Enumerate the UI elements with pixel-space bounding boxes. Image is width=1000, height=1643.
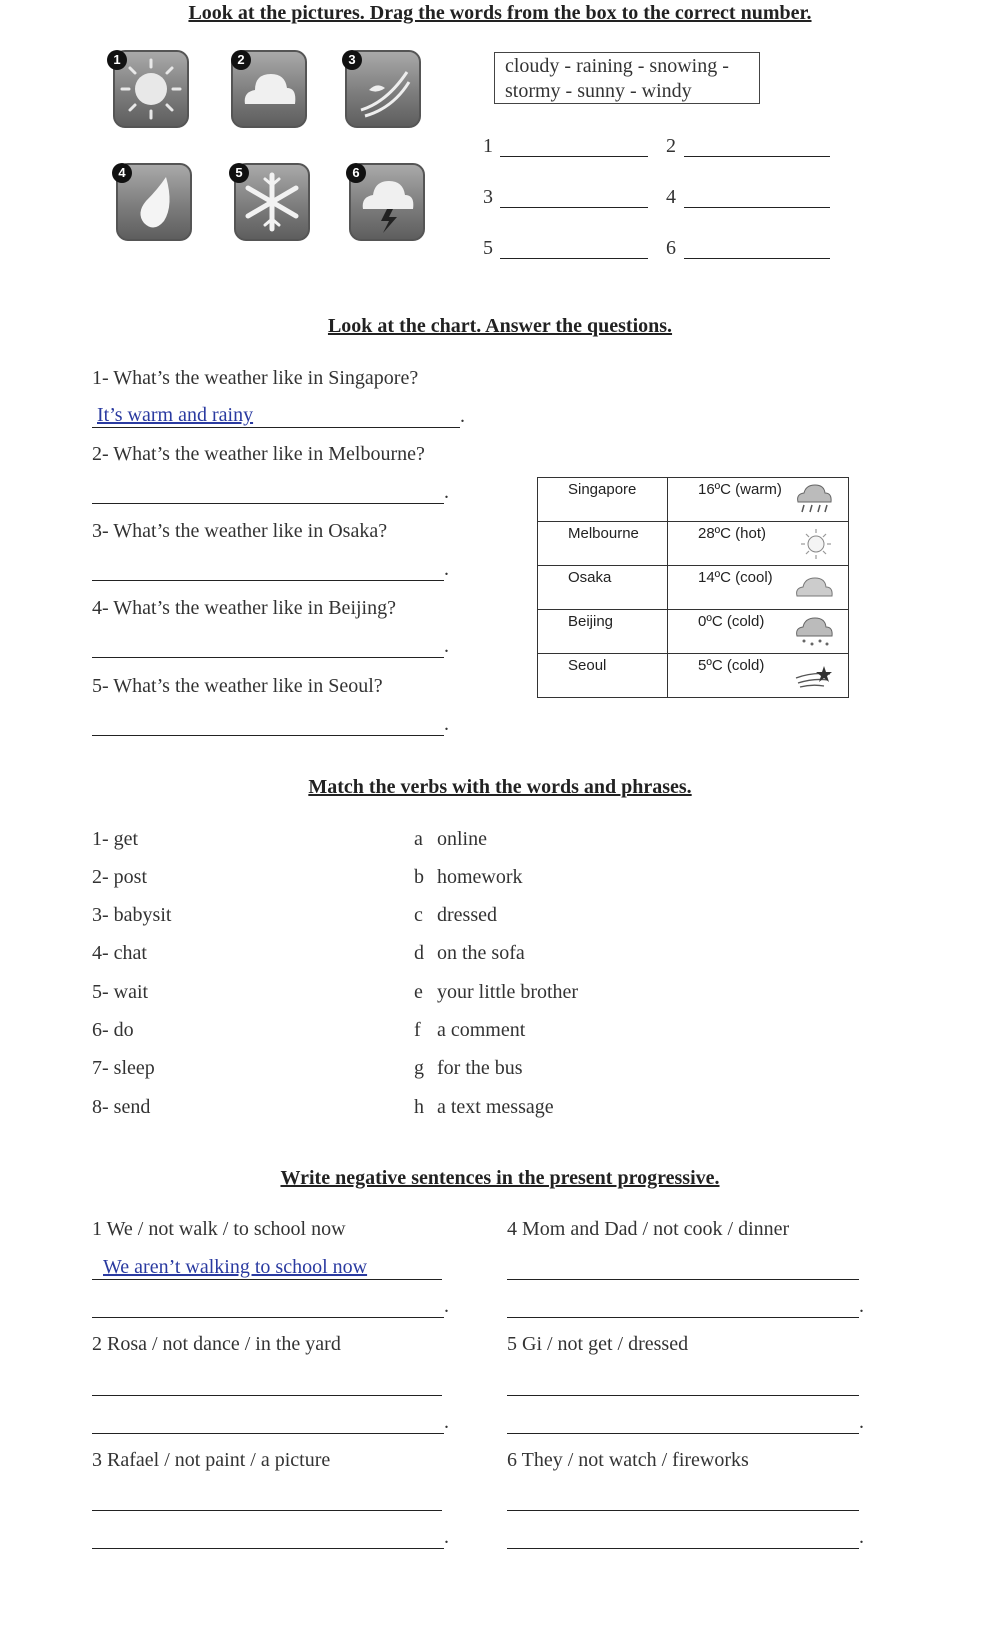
chart-temp-cell: [668, 610, 849, 654]
question-1: 1- What’s the weather like in Singapore?: [92, 367, 419, 389]
chart-temp-cell: [668, 654, 849, 698]
answer-field-p1-a[interactable]: [92, 1279, 442, 1280]
rain-cloud-icon: [794, 482, 834, 516]
verb-item: 2- post: [92, 866, 147, 888]
phrase-letter: g: [414, 1057, 424, 1079]
cloud-icon: [794, 570, 834, 604]
phrase-letter: h: [414, 1096, 424, 1118]
weather-chart: [537, 477, 849, 698]
sun-icon: [794, 526, 834, 560]
phrase-item[interactable]: dressed: [437, 904, 497, 926]
question-2: 2- What’s the weather like in Melbourne?: [92, 443, 425, 465]
chart-row: [538, 610, 849, 654]
period: .: [444, 1526, 449, 1548]
phrase-letter: f: [414, 1019, 421, 1041]
prompt-6: 6 They / not watch / fireworks: [507, 1449, 749, 1471]
answer-field-p1-b[interactable]: [92, 1317, 444, 1318]
phrase-letter: e: [414, 981, 423, 1003]
word-box-line-1: cloudy - raining - snowing -: [505, 55, 729, 77]
period: .: [444, 481, 449, 503]
answer-field-p6-a[interactable]: [507, 1510, 859, 1511]
question-3: 3- What’s the weather like in Osaka?: [92, 520, 388, 542]
icon-number-3: 3: [342, 50, 362, 70]
answer-field-p5-b[interactable]: [507, 1433, 859, 1434]
phrase-item[interactable]: a comment: [437, 1019, 526, 1041]
chart-temp: 14ºC (cool): [698, 569, 773, 586]
snow-cloud-icon: [794, 614, 834, 648]
prompt-2: 2 Rosa / not dance / in the yard: [92, 1333, 341, 1355]
question-4: 4- What’s the weather like in Beijing?: [92, 597, 396, 619]
chart-temp: 28ºC (hot): [698, 525, 767, 542]
chart-temp-cell: [668, 566, 849, 610]
period: .: [859, 1411, 864, 1433]
chart-temp: 0ºC (cold): [698, 613, 765, 630]
example-answer: [103, 1256, 367, 1279]
chart-temp-cell: [668, 522, 849, 566]
period: .: [460, 405, 465, 427]
period: .: [859, 1295, 864, 1317]
verb-item: 8- send: [92, 1096, 151, 1118]
section2-title: Look at the chart. Answer the questions.: [327, 315, 673, 337]
verb-item: 5- wait: [92, 981, 149, 1003]
answer-number-2: 2: [666, 135, 676, 157]
answer-field-p2-a[interactable]: [92, 1395, 442, 1396]
chart-row: [538, 566, 849, 610]
chart-row: [538, 654, 849, 698]
period: .: [444, 1411, 449, 1433]
answer-number-5: 5: [483, 237, 493, 259]
phrase-letter: d: [414, 942, 424, 964]
icon-number-1: 1: [107, 50, 127, 70]
period: .: [444, 635, 449, 657]
chart-city: Seoul: [538, 654, 668, 698]
prompt-4: 4 Mom and Dad / not cook / dinner: [507, 1218, 790, 1240]
icon-number-5: 5: [229, 163, 249, 183]
icon-number-4: 4: [112, 163, 132, 183]
answer-field-p4-a[interactable]: [507, 1279, 859, 1280]
answer-field-p5-a[interactable]: [507, 1395, 859, 1396]
answer-field-p2-b[interactable]: [92, 1433, 444, 1434]
answer-field-3[interactable]: [500, 207, 648, 208]
chart-row: [538, 522, 849, 566]
phrase-item[interactable]: for the bus: [437, 1057, 523, 1079]
phrase-item[interactable]: on the sofa: [437, 942, 525, 964]
example-answer: [97, 404, 253, 427]
answer-field-5[interactable]: [500, 258, 648, 259]
chart-temp-cell: [668, 478, 849, 522]
phrase-item[interactable]: a text message: [437, 1096, 554, 1118]
answer-number-6: 6: [666, 237, 676, 259]
verb-item: 1- get: [92, 828, 139, 850]
phrase-letter: c: [414, 904, 423, 926]
period: .: [444, 558, 449, 580]
chart-city: Melbourne: [538, 522, 668, 566]
chart-city: Singapore: [538, 478, 668, 522]
answer-field-p3-b[interactable]: [92, 1548, 444, 1549]
verb-item: 7- sleep: [92, 1057, 155, 1079]
section3-title: Match the verbs with the words and phrases.: [308, 776, 692, 798]
chart-row: [538, 478, 849, 522]
answer-number-3: 3: [483, 186, 493, 208]
prompt-1: 1 We / not walk / to school now: [92, 1218, 346, 1240]
period: .: [444, 1295, 449, 1317]
phrase-item[interactable]: homework: [437, 866, 523, 888]
word-box-line-2: stormy - sunny - windy: [505, 80, 692, 102]
icon-number-2: 2: [231, 50, 251, 70]
question-5: 5- What’s the weather like in Seoul?: [92, 675, 383, 697]
phrase-letter: b: [414, 866, 424, 888]
word-box: [494, 52, 760, 104]
verb-item: 6- do: [92, 1019, 134, 1041]
answer-field-4[interactable]: [684, 207, 830, 208]
answer-field-q3[interactable]: [92, 580, 444, 581]
prompt-5: 5 Gi / not get / dressed: [507, 1333, 689, 1355]
answer-number-1: 1: [483, 135, 493, 157]
section1-title: Look at the pictures. Drag the words from the box to the correct number.: [188, 2, 812, 24]
answer-field-2[interactable]: [684, 156, 830, 157]
phrase-item[interactable]: online: [437, 828, 487, 850]
answer-field-q5[interactable]: [92, 735, 444, 736]
icon-number-6: 6: [346, 163, 366, 183]
chart-temp: 16ºC (warm): [698, 481, 782, 498]
section4-title: Write negative sentences in the present progressive.: [280, 1167, 720, 1189]
answer-field-q1[interactable]: [92, 427, 460, 428]
answer-field-p6-b[interactable]: [507, 1548, 859, 1549]
answer-field-1[interactable]: [500, 156, 648, 157]
chart-city: Beijing: [538, 610, 668, 654]
chart-city: Osaka: [538, 566, 668, 610]
answer-field-p3-a[interactable]: [92, 1510, 442, 1511]
answer-field-p4-b[interactable]: [507, 1317, 859, 1318]
answer-field-6[interactable]: [684, 258, 830, 259]
example-answer-text: It’s warm and rainy: [97, 404, 254, 426]
verb-item: 4- chat: [92, 942, 147, 964]
chart-temp: 5ºC (cold): [698, 657, 765, 674]
phrase-letter: a: [414, 828, 423, 850]
phrase-item[interactable]: your little brother: [437, 981, 579, 1003]
answer-number-4: 4: [666, 186, 676, 208]
verb-item: 3- babysit: [92, 904, 172, 926]
answer-field-q4[interactable]: [92, 657, 444, 658]
wind-icon: [794, 658, 834, 692]
example-answer-text: We aren’t walking to school now: [103, 1256, 368, 1278]
answer-field-q2[interactable]: [92, 503, 444, 504]
period: .: [444, 713, 449, 735]
prompt-3: 3 Rafael / not paint / a picture: [92, 1449, 331, 1471]
period: .: [859, 1526, 864, 1548]
